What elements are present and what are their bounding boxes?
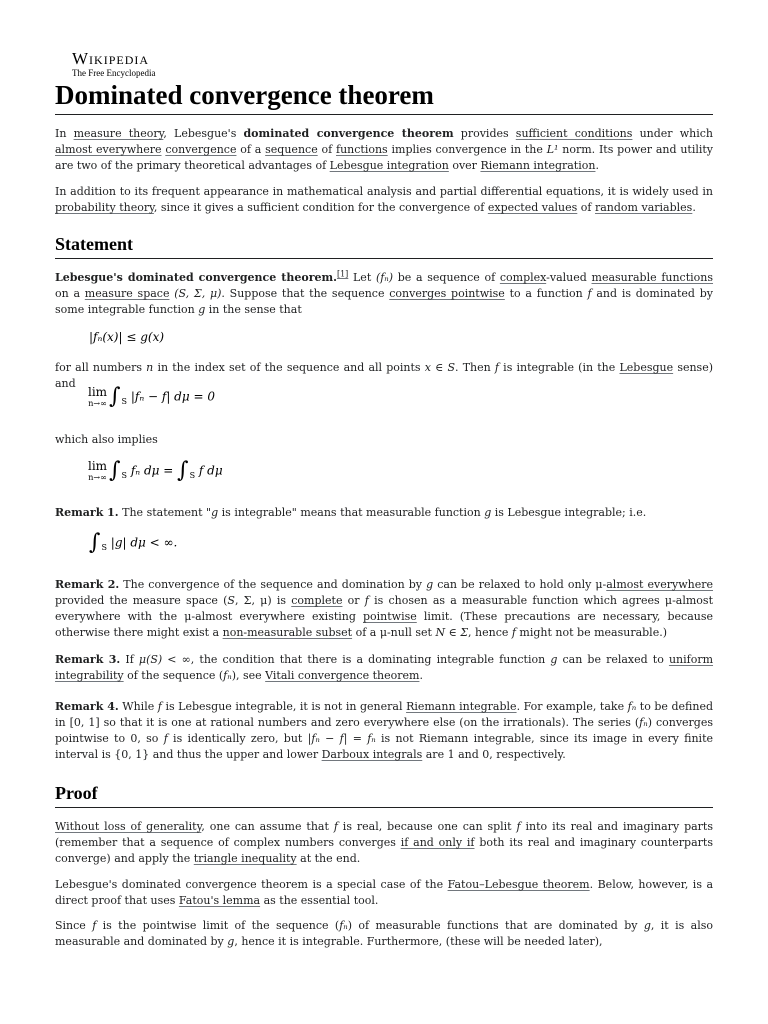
body-text: . Then (455, 361, 495, 374)
equation-limit-integral-body-1: fₙ dμ = (130, 463, 178, 478)
math-text: fₙ (627, 700, 637, 713)
body-text: to a function (504, 287, 588, 300)
article-link[interactable]: if and only if (400, 836, 475, 849)
wikipedia-logo[interactable] (72, 50, 155, 79)
body-text: of the sequence ( (123, 669, 224, 682)
body-text: , Σ, μ) is (234, 594, 292, 607)
section-heading-statement: Statement (55, 232, 713, 259)
math-text: L¹ (546, 143, 559, 156)
body-text: so that it is one at rational numbers and zero everywhere else (on the irrationals). The series ( (99, 716, 640, 729)
body-text: , hence (468, 626, 512, 639)
math-text: f (516, 820, 521, 833)
body-text: in the sense that (205, 303, 302, 316)
body-text: and is dominated by some integrable function (55, 287, 713, 316)
body-text: is integrable (in the (498, 361, 620, 374)
math-text: fₙ (223, 669, 232, 682)
limit-subscript: n→∞ (88, 399, 107, 408)
bold-text: Remark 4. (55, 700, 119, 713)
body-text: -valued (546, 271, 592, 284)
equation-integrable-body: |g| dμ < ∞. (110, 535, 178, 550)
body-text: at the end. (296, 852, 361, 865)
article-link[interactable]: convergence (165, 143, 237, 156)
article-link[interactable]: triangle inequality (193, 852, 297, 865)
page-title: Dominated convergence theorem (55, 78, 713, 115)
math-text: n (146, 361, 154, 374)
body-text: provided the measure space ( (55, 594, 228, 607)
body-text: as the essential tool. (260, 894, 379, 907)
body-text: of (317, 143, 337, 156)
body-text: is the pointwise limit of the sequence ( (96, 919, 340, 932)
math-text: f (511, 626, 516, 639)
article-link[interactable]: sequence (265, 143, 318, 156)
equation-limit-zero (88, 386, 215, 408)
equation-limit-integral-body-2: f dμ (198, 463, 223, 478)
article-link[interactable]: pointwise (363, 610, 417, 623)
article-link[interactable]: measure space (84, 287, 170, 300)
body-text: , one can assume that (201, 820, 334, 833)
proof-paragraph-1 (55, 819, 713, 867)
body-text: , it is also measurable and dominated by (55, 919, 713, 948)
article-link[interactable]: Riemann integration (480, 159, 596, 172)
equation-domination-text: |fₙ(x)| ≤ g(x) (89, 330, 165, 344)
article-link[interactable]: sufficient conditions (515, 127, 633, 140)
body-text: ), see (231, 669, 266, 682)
body-text: . For example, take (516, 700, 628, 713)
body-text: In addition to its frequent appearance in mathematical analysis and partial differential equations, it is widely used in (55, 185, 713, 198)
article-link[interactable]: Lebesgue integration (329, 159, 449, 172)
logo-tagline: The Free Encyclopedia (72, 68, 156, 78)
body-text: Let (348, 271, 376, 284)
body-text: Since (55, 919, 93, 932)
body-text: In (55, 127, 74, 140)
article-link[interactable]: Vitali convergence theorem (265, 669, 420, 682)
body-text: might not be measurable.) (515, 626, 667, 639)
body-text: limit. (These precautions are necessary, because otherwise there might exist a (55, 610, 713, 639)
theorem-paragraph (55, 270, 713, 318)
body-text: provides (453, 127, 516, 140)
math-text: g (643, 919, 651, 932)
body-text: ) converges pointwise to 0, so (55, 716, 714, 745)
math-text: (S, Σ, μ) (174, 287, 222, 300)
body-text: , the condition that there is a dominating integrable function (190, 653, 551, 666)
body-text: . (419, 669, 423, 682)
integral-sign: ∫ (109, 384, 121, 409)
body-text: and thus the upper and lower (149, 748, 322, 761)
bold-text: Remark 1. (55, 506, 119, 519)
article-link[interactable]: complete (291, 594, 343, 607)
integral-subscript: S (121, 470, 128, 480)
body-text: for all numbers (55, 361, 147, 374)
math-text: (fₙ) (375, 271, 394, 284)
remark-1 (55, 505, 713, 521)
math-text: g (211, 506, 219, 519)
article-link[interactable]: expected values (487, 201, 578, 214)
body-text: be a sequence of (393, 271, 500, 284)
limit-subscript: n→∞ (88, 473, 107, 482)
math-text: μ(S) < ∞ (138, 653, 191, 666)
article-link[interactable]: Riemann integrable (406, 700, 517, 713)
bold-text: Lebesgue's dominated convergence theorem. (55, 271, 337, 284)
proof-paragraph-2 (55, 877, 713, 909)
body-text: is Lebesgue integrable; i.e. (491, 506, 647, 519)
body-text: norm. Its power and utility are two of the primary theoretical advantages of (55, 143, 714, 172)
math-text: S (227, 594, 235, 607)
body-text: Lebesgue's dominated convergence theorem is a special case of the (55, 878, 448, 891)
body-text: implies convergence in the (387, 143, 547, 156)
body-text: The convergence of the sequence and domination by (119, 578, 427, 591)
bold-text: dominated convergence theorem (243, 127, 454, 140)
remark-3 (55, 652, 713, 684)
integral-sign: ∫ (109, 458, 121, 483)
math-text: f (333, 820, 338, 833)
article-link[interactable]: [1] (336, 269, 349, 279)
intro-paragraph-1 (55, 126, 713, 174)
body-text: . (692, 201, 696, 214)
body-text: is identically zero, but (167, 732, 308, 745)
math-text: g (550, 653, 558, 666)
integral-subscript: S (189, 470, 196, 480)
article-link[interactable]: measurable functions (591, 271, 714, 284)
body-text: . Below, however, is a direct proof that uses (55, 878, 713, 907)
body-text: , since it gives a sufficient condition for the convergence of (153, 201, 488, 214)
math-text: g (426, 578, 434, 591)
body-text: sense) and (55, 361, 713, 390)
bold-text: Remark 3. (55, 653, 121, 666)
body-text: , Lebesgue's (163, 127, 244, 140)
body-text: under which (632, 127, 713, 140)
integral-subscript: S (101, 542, 107, 552)
equation-integrable (89, 532, 177, 554)
limit-text: lim (88, 385, 108, 399)
bold-text: Remark 2. (55, 578, 120, 591)
article-link[interactable]: uniform integrability (55, 653, 714, 682)
article-link[interactable]: almost everywhere (55, 143, 162, 156)
body-text: on a (55, 287, 85, 300)
body-text: both its real and imaginary counterparts converge) and apply the (55, 836, 713, 865)
body-text: are 1 and 0, respectively. (422, 748, 566, 761)
integral-subscript: S (121, 396, 128, 406)
article-link[interactable]: non-measurable subset (222, 626, 353, 639)
math-text: g (198, 303, 206, 316)
body-text: or (342, 594, 365, 607)
body-text: The statement " (118, 506, 212, 519)
body-text: in the index set of the sequence and all points (153, 361, 425, 374)
limit-operator (88, 460, 107, 482)
body-text: to be defined in (55, 700, 714, 729)
article-link[interactable]: Without loss of generality (55, 820, 202, 833)
body-text: is not Riemann integrable, since its image in every finite interval is (55, 732, 714, 761)
body-text: which also implies (55, 433, 158, 446)
math-text: x ∈ S (424, 361, 456, 374)
math-text: |fₙ − f| = fₙ (307, 732, 376, 745)
article-link[interactable]: random variables (594, 201, 693, 214)
body-text: over (448, 159, 481, 172)
body-text: into its real and imaginary parts (remember that a sequence of complex numbers converges (55, 820, 714, 849)
implies-paragraph (55, 432, 713, 448)
equation-domination (89, 330, 164, 344)
math-text: f (494, 361, 499, 374)
body-text: {0, 1} (114, 748, 150, 761)
equation-limit-zero-body: |fₙ − f| dμ = 0 (130, 389, 215, 404)
math-text: f (163, 732, 168, 745)
proof-paragraph-3 (55, 918, 713, 950)
body-text: of a (236, 143, 266, 156)
math-text: f (587, 287, 592, 300)
integral-sign: ∫ (177, 458, 189, 483)
body-text: of (577, 201, 595, 214)
math-text: N ∈ Σ (435, 626, 469, 639)
body-text: is Lebesgue integrable, it is not in general (161, 700, 407, 713)
article-link[interactable]: functions (336, 143, 388, 156)
limit-text: lim (88, 459, 108, 473)
article-link[interactable]: measure theory (73, 127, 164, 140)
article-link[interactable]: almost everywhere (606, 578, 714, 591)
intro-paragraph-2 (55, 184, 713, 216)
integral-sign: ∫ (89, 530, 101, 555)
limit-operator (88, 386, 107, 408)
body-text: . (595, 159, 599, 172)
body-text: is chosen as a measurable function which agrees μ-almost everywhere with the μ-almost everywhere existing (55, 594, 713, 623)
remark-2 (55, 577, 713, 641)
article-link[interactable]: complex (499, 271, 547, 284)
body-text: If (120, 653, 139, 666)
body-text: can be relaxed to hold only μ- (433, 578, 607, 591)
body-text: [0, 1] (69, 716, 100, 729)
body-text: . Suppose that the sequence (221, 287, 390, 300)
article-link[interactable]: converges pointwise (389, 287, 505, 300)
body-text: ) of measurable functions that are dominated by (347, 919, 644, 932)
math-text: f (364, 594, 369, 607)
equation-limit-integral (88, 460, 223, 482)
math-text: g (484, 506, 492, 519)
math-text: fₙ (639, 716, 648, 729)
logo-wordmark: Wikipedia (72, 49, 150, 68)
article-link[interactable]: Fatou's lemma (178, 894, 261, 907)
math-text: f (157, 700, 162, 713)
body-text: of a μ-null set (352, 626, 436, 639)
remark-4 (55, 699, 713, 763)
article-link[interactable]: Darboux integrals (321, 748, 423, 761)
body-text: can be relaxed to (557, 653, 669, 666)
body-text: , hence it is integrable. Furthermore, (these will be needed later), (234, 935, 603, 948)
section-heading-proof: Proof (55, 781, 713, 808)
math-text: fₙ (339, 919, 348, 932)
article-link[interactable]: Fatou–Lebesgue theorem (447, 878, 590, 891)
math-text: g (227, 935, 235, 948)
article-link[interactable]: Lebesgue (619, 361, 674, 374)
body-text: is integrable" means that measurable function (218, 506, 485, 519)
article-link[interactable]: probability theory (55, 201, 154, 214)
body-text: is real, because one can split (337, 820, 517, 833)
body-text: While (118, 700, 158, 713)
math-text: f (92, 919, 97, 932)
